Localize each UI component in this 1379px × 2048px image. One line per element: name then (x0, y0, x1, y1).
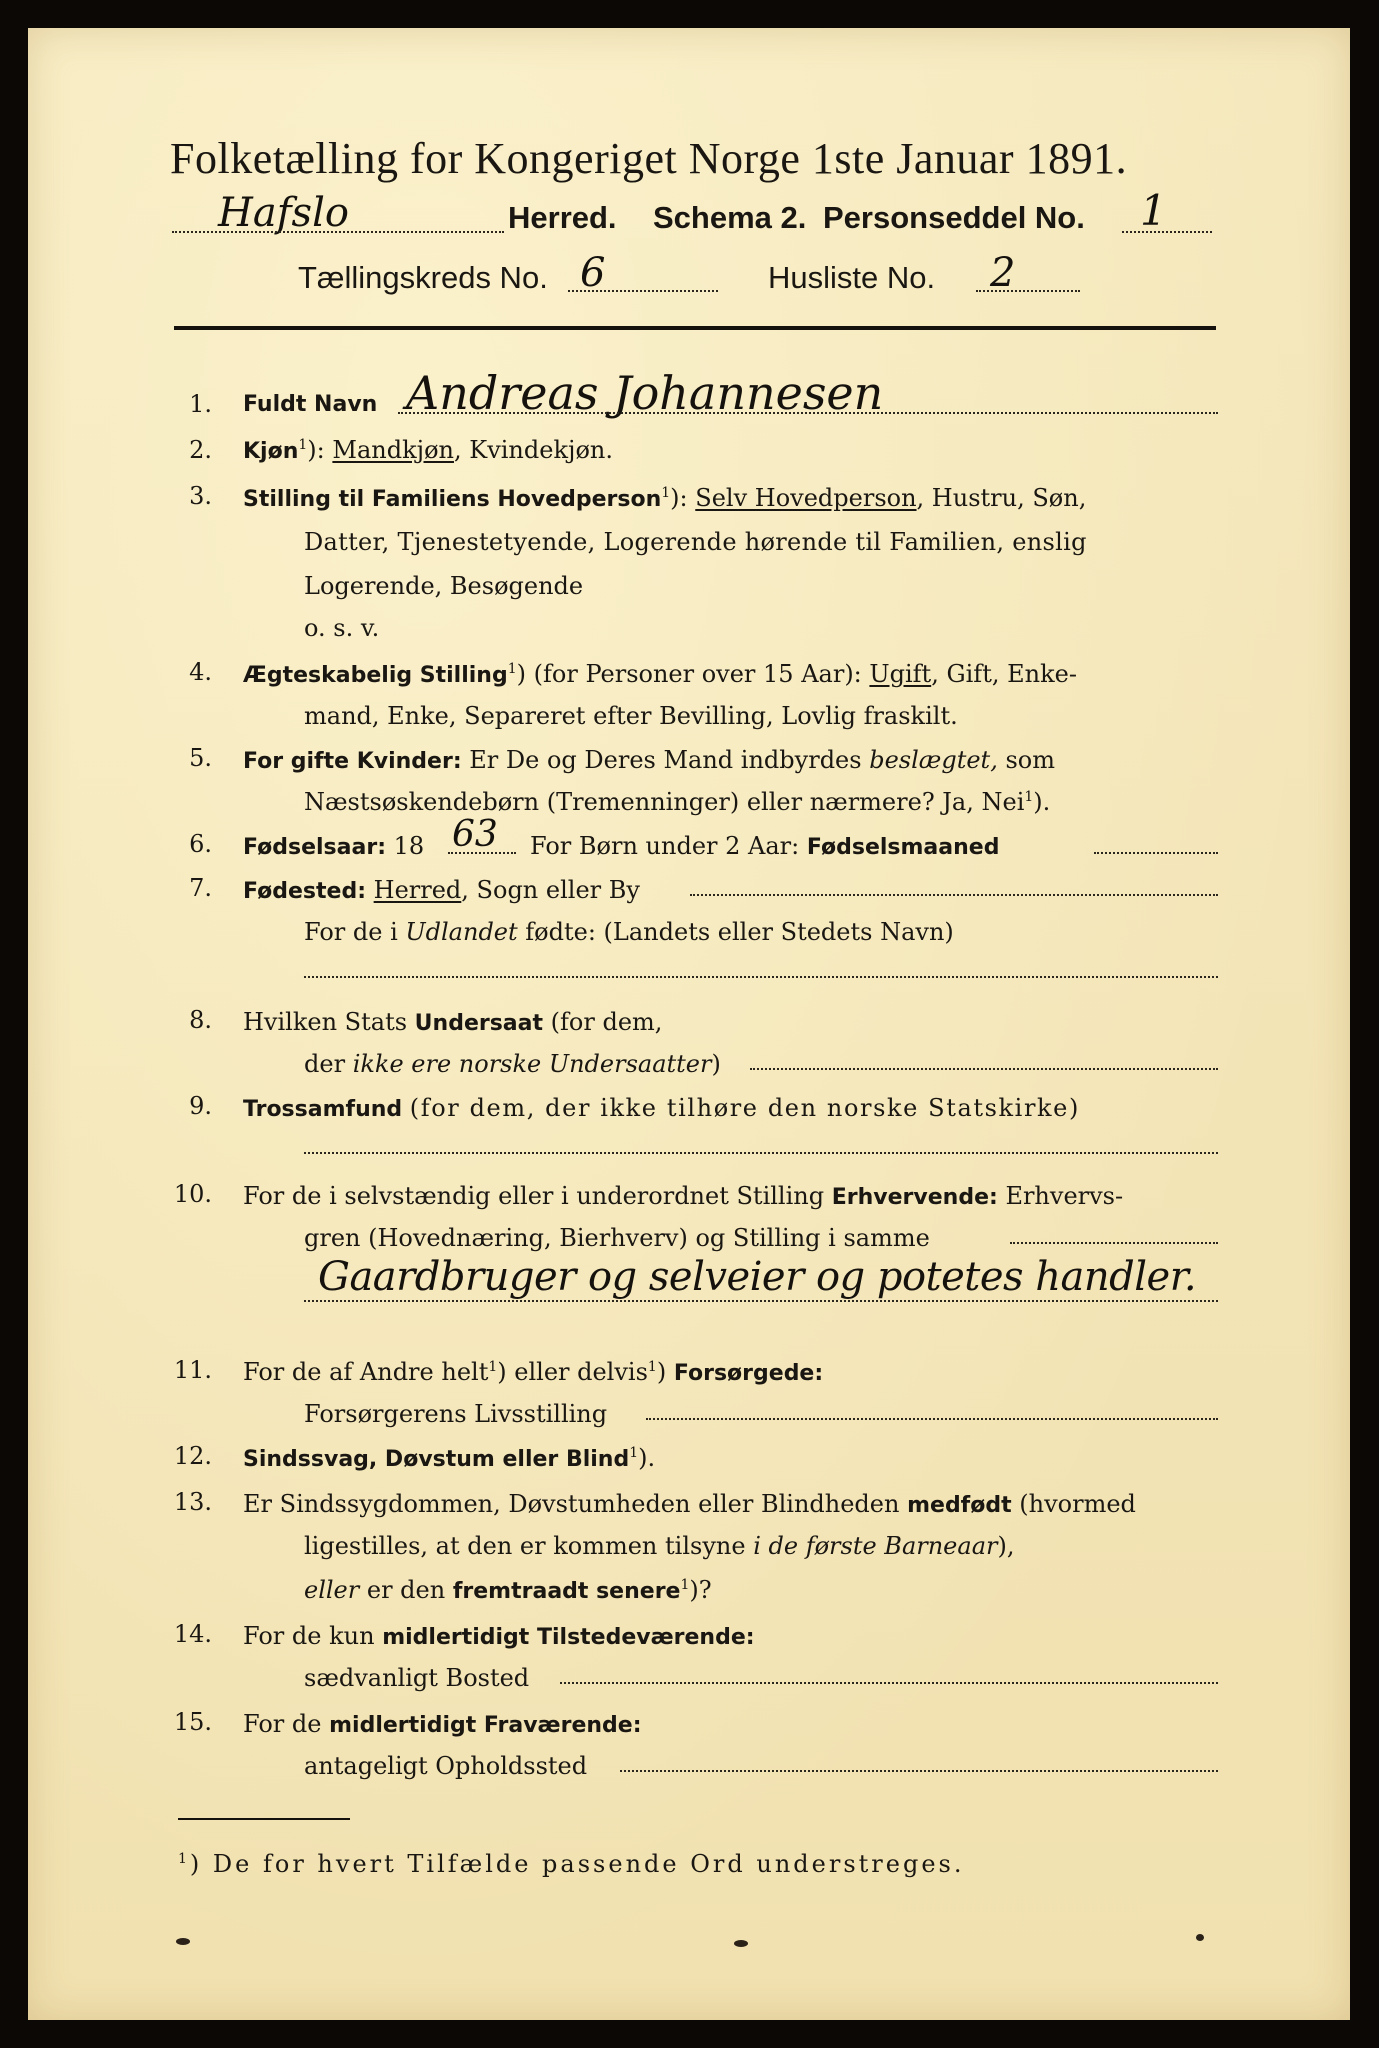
husliste-dotted-line (976, 290, 1080, 292)
taellingskreds-label: Tællingskreds No. (298, 260, 548, 295)
field-9-dotted-line (304, 1152, 1218, 1154)
field-6-dotted-line (448, 852, 516, 854)
field-11-line-1: For de af Andre helt$^1$) eller delvis$^1$) Forsørgede: (243, 1358, 824, 1386)
personseddel-dotted-line (1122, 231, 1212, 233)
field-9-line: Trossamfund (for dem, der ikke tilhøre den norske Statskirke) (243, 1094, 1080, 1122)
taellingskreds-value: 6 (580, 250, 606, 296)
field-4-selected: Ugift (869, 660, 932, 688)
field-4-line-2: mand, Enke, Separeret efter Bevilling, Lovlig fraskilt. (304, 702, 958, 730)
field-3-line-4: o. s. v. (304, 614, 380, 642)
field-6-number: 6. (189, 830, 212, 858)
field-6-label: Fødselsaar: 18 (243, 832, 425, 860)
ink-mark (734, 1940, 748, 1947)
field-10-value: Gaardbruger og selveier og potetes handler. (318, 1254, 1197, 1300)
field-10-number: 10. (173, 1180, 212, 1208)
field-2-kvindekjon: Kvindekjøn. (469, 436, 613, 464)
field-3-number: 3. (189, 482, 212, 510)
field-12-line: Sindssvag, Døvstum eller Blind$^1$). (243, 1444, 656, 1472)
field-10-second-dotted-line (304, 1300, 1218, 1302)
field-10-line-2: gren (Hovednæring, Bierhverv) og Stilling i samme (304, 1224, 930, 1252)
field-13-line-2: ligestilles, at den er kommen tilsyne i de første Barneaar), (304, 1532, 1015, 1560)
field-8-line-2: der ikke ere norske Undersaatter) (304, 1050, 721, 1078)
schema-label: Schema 2. (653, 200, 807, 235)
header-divider (174, 326, 1216, 330)
field-6-value: 63 (452, 814, 498, 855)
field-2-mandkjon: Mandkjøn (332, 436, 454, 464)
footnote-divider (178, 1818, 350, 1820)
field-1-value: Andreas Johannesen (406, 366, 884, 420)
field-6-text: For Børn under 2 Aar: Fødselsmaaned (530, 832, 1000, 860)
field-5-line-2: Næstsøskendebørn (Tremenninger) eller nærmere? Ja, Nei$^1$). (304, 788, 1051, 816)
field-7-number: 7. (189, 874, 212, 902)
field-5-number: 5. (189, 744, 212, 772)
field-12-number: 12. (173, 1442, 212, 1470)
field-1-label: Fuldt Navn (243, 392, 378, 417)
herred-label: Herred. (508, 200, 617, 235)
field-8-number: 8. (189, 1006, 212, 1034)
field-3-selected: Selv Hovedperson (695, 484, 917, 512)
field-6-month-dotted-line (1094, 852, 1218, 854)
field-4-line-1: Ægteskabelig Stilling$^1$) (for Personer over 15 Aar): Ugift, Gift, Enke- (243, 660, 1077, 688)
field-7-second-dotted-line (304, 976, 1218, 978)
field-3-line-2: Datter, Tjenestetyende, Logerende hørende til Familien, enslig (304, 528, 1087, 556)
taellingskreds-dotted-line (568, 290, 718, 292)
field-8-dotted-line (750, 1068, 1218, 1070)
field-9-number: 9. (189, 1092, 212, 1120)
field-10-line-1: For de i selvstændig eller i underordnet Stilling Erhvervende: Erhvervs- (243, 1182, 1124, 1210)
field-14-number: 14. (173, 1620, 212, 1648)
herred-value: Hafslo (218, 190, 349, 236)
field-10-dotted-line (1010, 1242, 1218, 1244)
ink-mark (176, 1938, 190, 1945)
field-1-number: 1. (189, 390, 212, 418)
field-13-number: 13. (173, 1488, 212, 1516)
personseddel-value: 1 (1140, 186, 1167, 235)
field-3-line-1: Stilling til Familiens Hovedperson$^1$): Selv Hovedperson, Hustru, Søn, (243, 484, 1087, 512)
husliste-value: 2 (990, 250, 1016, 296)
field-13-line-1: Er Sindssygdommen, Døvstumheden eller Blindheden medfødt (hvormed (243, 1490, 1136, 1518)
field-13-line-3: eller er den fremtraadt senere$^1$)? (304, 1576, 712, 1604)
field-11-line-2: Forsørgerens Livsstilling (304, 1400, 608, 1428)
personseddel-label: Personseddel No. (823, 200, 1085, 235)
husliste-label: Husliste No. (768, 260, 936, 295)
field-14-line-1: For de kun midlertidigt Tilstedeværende: (243, 1622, 755, 1650)
field-15-dotted-line (620, 1770, 1218, 1772)
ink-mark (1196, 1934, 1204, 1941)
field-15-line-1: For de midlertidigt Fraværende: (243, 1710, 642, 1738)
footnote: $^1$) De for hvert Tilfælde passende Ord understreges. (178, 1850, 965, 1878)
herred-dotted-line (172, 231, 504, 233)
field-7-line-1: Fødested: Herred, Sogn eller By (243, 876, 640, 904)
field-3-line-3: Logerende, Besøgende (304, 572, 584, 600)
field-7-selected: Herred (373, 876, 462, 904)
field-15-number: 15. (173, 1708, 212, 1736)
field-15-line-2: antageligt Opholdssted (304, 1752, 588, 1780)
field-11-number: 11. (173, 1356, 212, 1384)
field-11-dotted-line (646, 1418, 1218, 1420)
field-4-number: 4. (189, 658, 212, 686)
field-14-line-2: sædvanligt Bosted (304, 1664, 530, 1692)
field-8-line-1: Hvilken Stats Undersaat (for dem, (243, 1008, 663, 1036)
field-2-number: 2. (189, 436, 212, 464)
field-5-line-1: For gifte Kvinder: Er De og Deres Mand indbyrdes beslægtet, som (243, 746, 1055, 774)
form-title: Folketælling for Kongeriget Norge 1ste Januar 1891. (170, 134, 1128, 183)
field-7-line-2: For de i Udlandet fødte: (Landets eller Stedets Navn) (304, 918, 954, 946)
field-2-line: Kjøn$^1$): Mandkjøn, Kvindekjøn. (243, 436, 613, 464)
field-7-dotted-line (690, 894, 1218, 896)
field-1-dotted-line (398, 412, 1218, 414)
field-14-dotted-line (560, 1682, 1218, 1684)
